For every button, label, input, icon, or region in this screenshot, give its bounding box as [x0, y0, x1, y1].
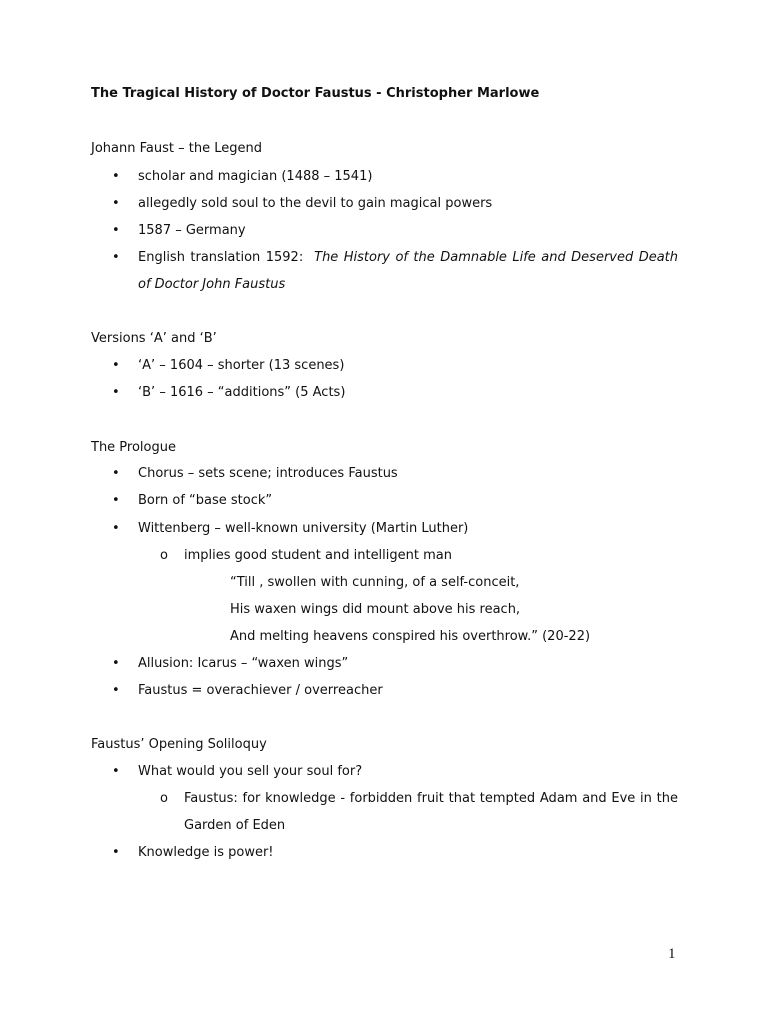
list-item	[112, 217, 678, 244]
list-item	[112, 758, 678, 785]
bullet-icon: •	[112, 196, 120, 211]
list-item	[112, 460, 678, 487]
translation-book-title: The History of the Damnable Life and Deserved Death of Doctor John Faustus	[138, 250, 679, 292]
bullet-icon: •	[112, 683, 120, 698]
list-item	[112, 190, 678, 217]
bullet-icon: •	[112, 223, 120, 238]
sub-list-item	[160, 542, 678, 569]
list-item	[112, 244, 678, 298]
list-item-text: Allusion: Icarus – “waxen wings”	[138, 656, 349, 671]
list-item-text: allegedly sold soul to the devil to gain magical powers	[138, 196, 493, 211]
page-number: 1	[668, 946, 676, 962]
list-item-text	[138, 244, 678, 298]
bullet-icon: •	[112, 250, 120, 265]
list-item-text: Knowledge is power!	[138, 845, 274, 860]
bullet-icon: •	[112, 521, 120, 536]
sub-list-item-text: implies good student and intelligent man	[184, 548, 452, 563]
translation-label: English translation 1592:	[138, 250, 304, 265]
list-item-text: 1587 – Germany	[138, 223, 246, 238]
section-heading-legend: Johann Faust – the Legend	[91, 141, 262, 156]
list-item	[112, 163, 678, 190]
section-heading-versions: Versions ‘A’ and ‘B’	[91, 331, 217, 346]
list-item	[112, 487, 678, 514]
section-heading-prologue: The Prologue	[91, 440, 176, 455]
list-item	[112, 677, 678, 704]
list-item-text: Wittenberg – well-known university (Martin Luther)	[138, 521, 469, 536]
quote-line: His waxen wings did mount above his reach,	[230, 602, 521, 617]
list-item-text: Chorus – sets scene; introduces Faustus	[138, 466, 398, 481]
bullet-icon: •	[112, 493, 120, 508]
list-item	[112, 379, 678, 406]
list-item-text: scholar and magician (1488 – 1541)	[138, 169, 373, 184]
sub-list-item-text: Faustus: for knowledge - forbidden fruit that tempted Adam and Eve in the Garden of Eden	[184, 791, 678, 833]
list-item	[112, 839, 678, 866]
bullet-icon: •	[112, 169, 120, 184]
sub-bullet-icon: o	[160, 548, 168, 563]
quote-line: And melting heavens conspired his overthrow.” (20-22)	[230, 629, 591, 644]
section-heading-soliloquy: Faustus’ Opening Soliloquy	[91, 737, 267, 752]
list-item-text: ‘B’ – 1616 – “additions” (5 Acts)	[138, 385, 346, 400]
list-item	[112, 650, 678, 677]
bullet-icon: •	[112, 358, 120, 373]
list-item-text: Faustus = overachiever / overreacher	[138, 683, 383, 698]
list-item-text: Born of “base stock”	[138, 493, 273, 508]
list-item-text: What would you sell your soul for?	[138, 764, 363, 779]
bullet-icon: •	[112, 845, 120, 860]
bullet-icon: •	[112, 466, 120, 481]
list-item-text: ‘A’ – 1604 – shorter (13 scenes)	[138, 358, 345, 373]
bullet-icon: •	[112, 656, 120, 671]
list-item	[112, 515, 678, 542]
sub-list-item	[160, 785, 678, 839]
list-item	[112, 352, 678, 379]
bullet-icon: •	[112, 764, 120, 779]
sub-bullet-icon: o	[160, 791, 168, 806]
bullet-icon: •	[112, 385, 120, 400]
document-title: The Tragical History of Doctor Faustus - Christopher Marlowe	[91, 86, 540, 101]
quote-line: “Till , swollen with cunning, of a self-conceit,	[230, 575, 520, 590]
